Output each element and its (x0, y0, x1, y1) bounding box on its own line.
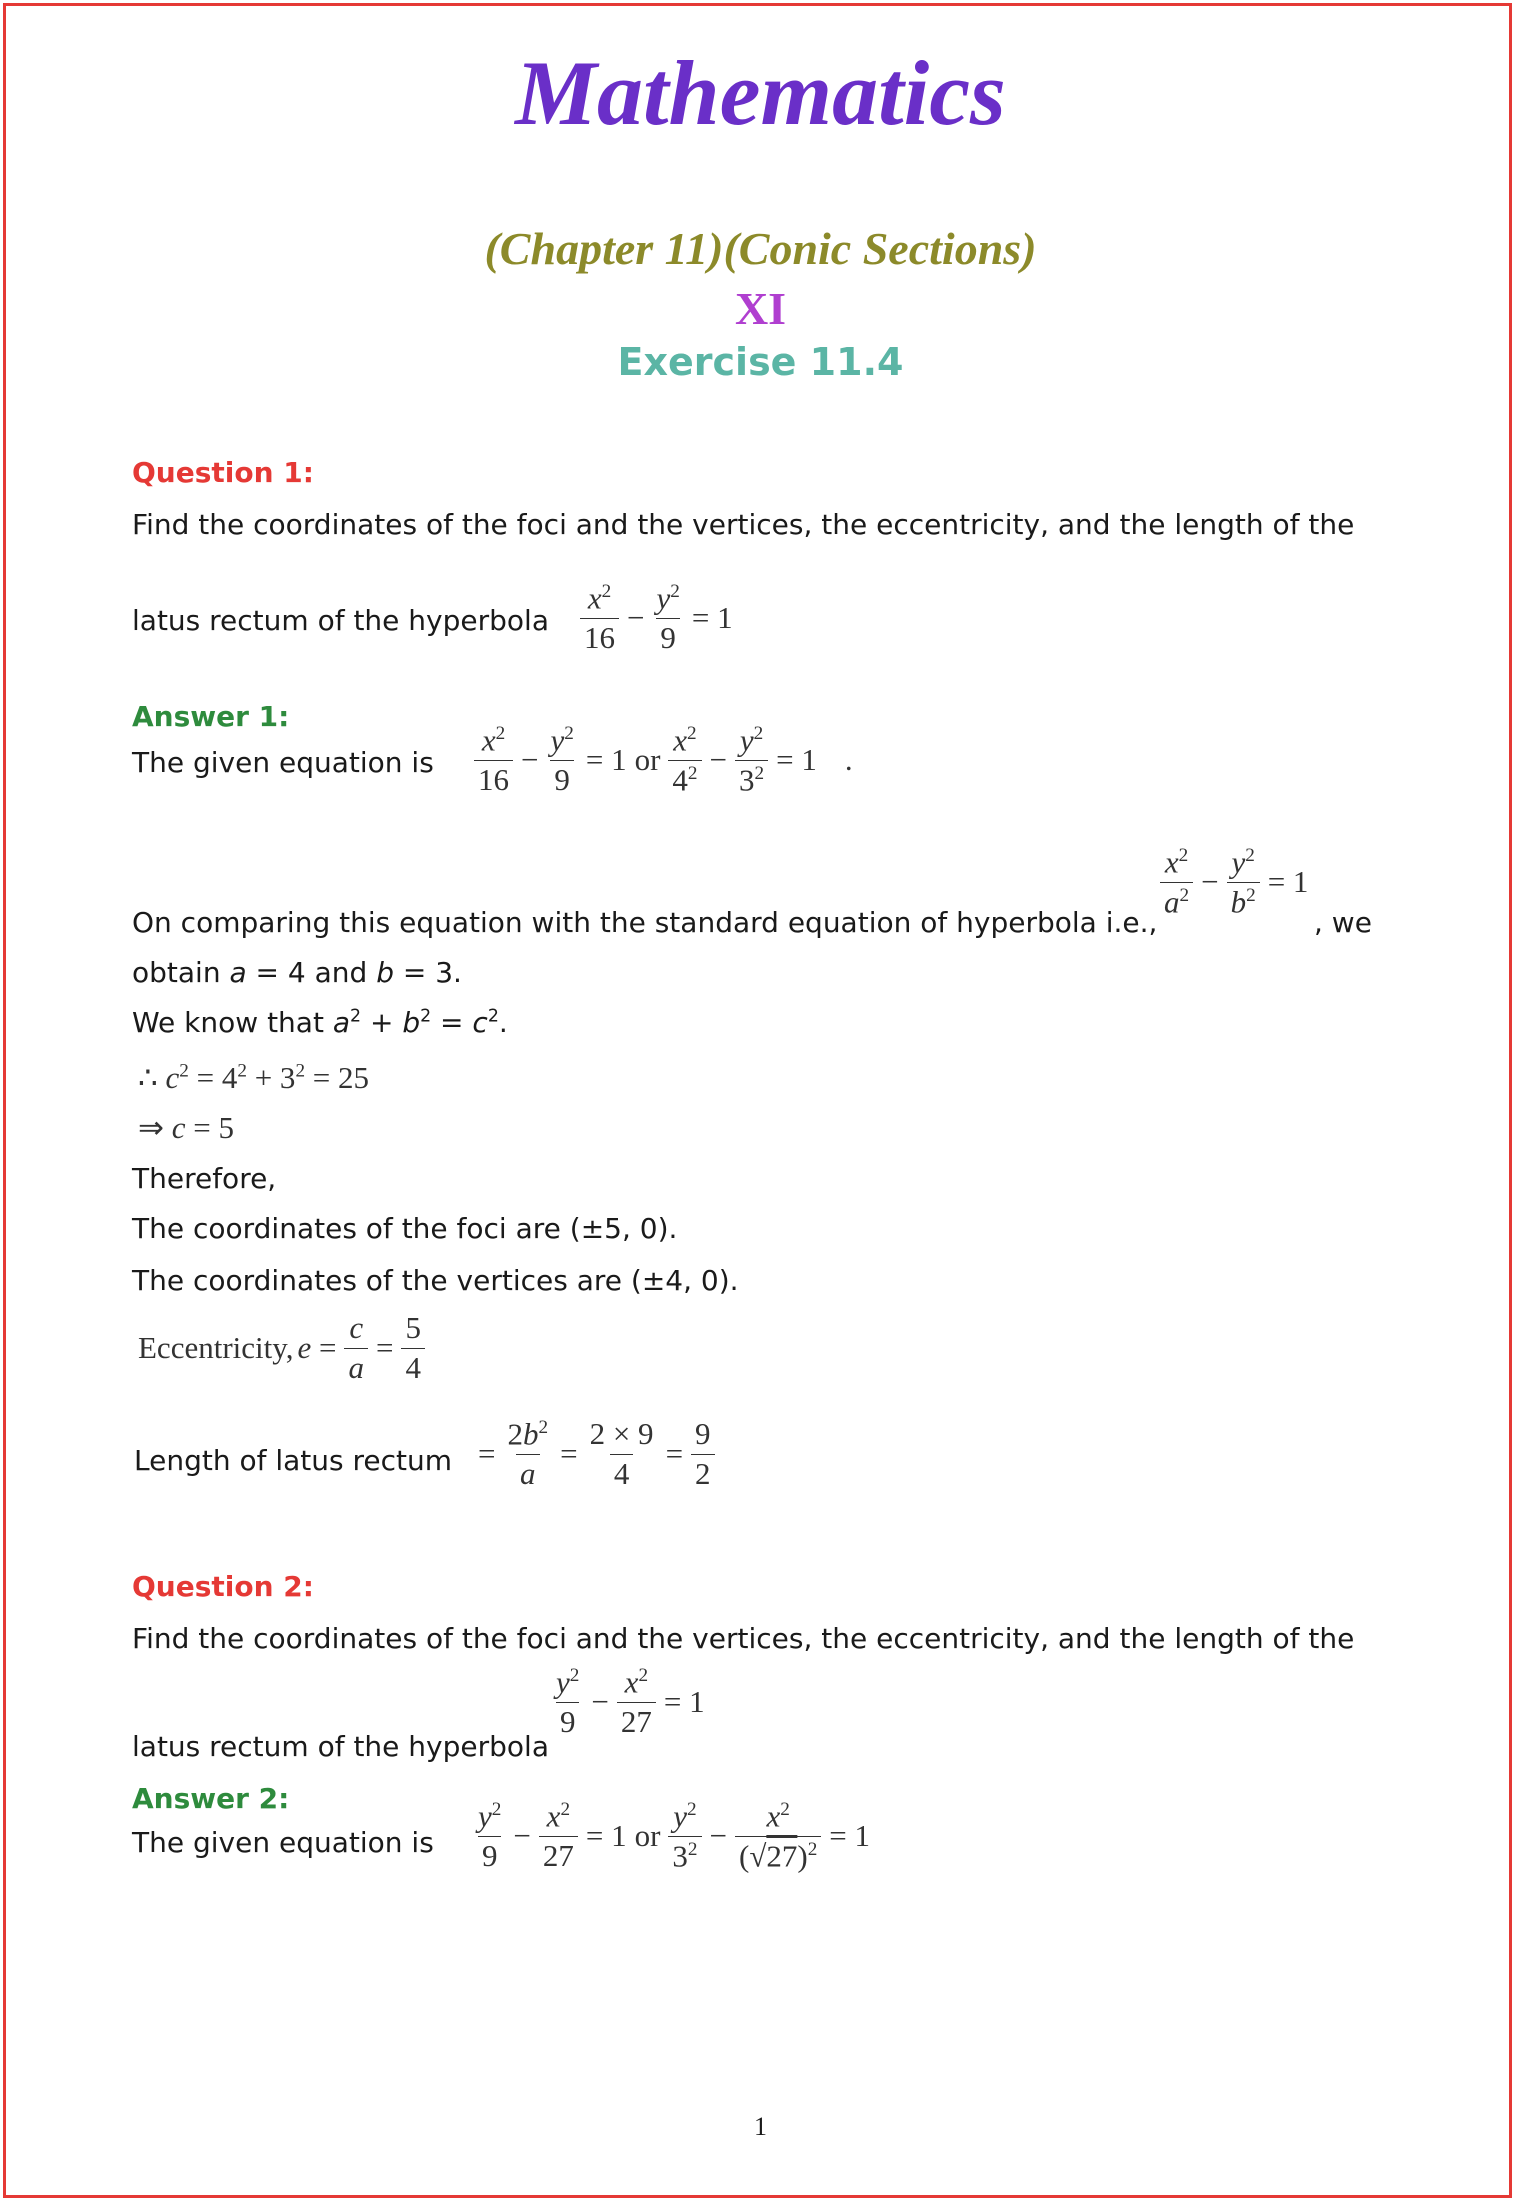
question-2-text-line2: latus rectum of the hyperbola (132, 1730, 549, 1763)
standard-hyperbola-equation: $\frac{x^2}{a^2}$ − $\frac{y^2}{b^2}$ = 1 (1156, 846, 1312, 919)
question-1-heading: Question 1: (132, 456, 314, 489)
chapter-heading: (Chapter 11)(Conic Sections) (484, 223, 1037, 274)
answer-1-given-text: The given equation is (132, 746, 434, 779)
q1-hyperbola-equation: $\frac{x^2}{16}$ − $\frac{y^2}{9}$ = 1 (576, 582, 737, 654)
compare-we: , we (1314, 906, 1372, 939)
eccentricity-equation: Eccentricity, e = $\frac{c}{a}$ = $\frac{5}{4}$ (138, 1312, 429, 1384)
identity-text: We know that $a^2 + b^2 = c^2$. (132, 1006, 508, 1039)
answer-2-given-text: The given equation is (132, 1826, 434, 1859)
therefore-text: Therefore, (132, 1162, 277, 1195)
compare-text: On comparing this equation with the standard equation of hyperbola i.e., (132, 906, 1158, 939)
foci-coordinates: The coordinates of the foci are (±5, 0). (132, 1212, 678, 1245)
or-word: or (634, 742, 661, 778)
a1-given-equation: $\frac{x^2}{16}$ − $\frac{y^2}{9}$ = 1 or $\frac{x^2}{4^2}$ − $\frac{y^2}{3^2}$ = 1 . (470, 724, 857, 797)
c-value: ⇒ c = 5 (138, 1110, 234, 1145)
obtain-values-text: obtain a = 4 and b = 3. (132, 956, 462, 989)
c-squared-calculation: ∴ $c^2 = 4^2 + 3^2 = 25$ (138, 1060, 370, 1095)
vertices-coordinates: The coordinates of the vertices are (±4, 0). (132, 1264, 739, 1297)
question-1-text-line2: latus rectum of the hyperbola (132, 604, 549, 637)
eccentricity-label: Eccentricity, (138, 1330, 294, 1366)
grade-heading: XI (734, 283, 787, 334)
page-number: 1 (754, 2112, 767, 2141)
or-word-2: or (634, 1818, 661, 1854)
answer-1-heading: Answer 1: (132, 700, 290, 733)
question-2-heading: Question 2: (132, 1570, 314, 1603)
latus-rectum-equation: = $\frac{2b^2}{a}$ = $\frac{2 \times 9}{4}$ = $\frac{9}{2}$ (474, 1418, 719, 1490)
question-2-text-line1: Find the coordinates of the foci and the vertices, the eccentricity, and the length of the (132, 1622, 1355, 1655)
a2-given-equation: $\frac{y^2}{9}$ − $\frac{x^2}{27}$ = 1 or $\frac{y^2}{3^2}$ − $\frac{x^2}{(√27)^2}$ = 1 (478, 1798, 871, 1874)
q2-hyperbola-equation: $\frac{y^2}{9}$ − $\frac{x^2}{27}$ = 1 (556, 1664, 705, 1739)
exercise-heading: Exercise 11.4 (617, 340, 904, 384)
latus-rectum-label: Length of latus rectum (134, 1444, 453, 1477)
document-title: Mathematics (515, 42, 1006, 144)
answer-2-heading: Answer 2: (132, 1782, 290, 1815)
question-1-text-line1: Find the coordinates of the foci and the vertices, the eccentricity, and the length of the (132, 508, 1355, 541)
